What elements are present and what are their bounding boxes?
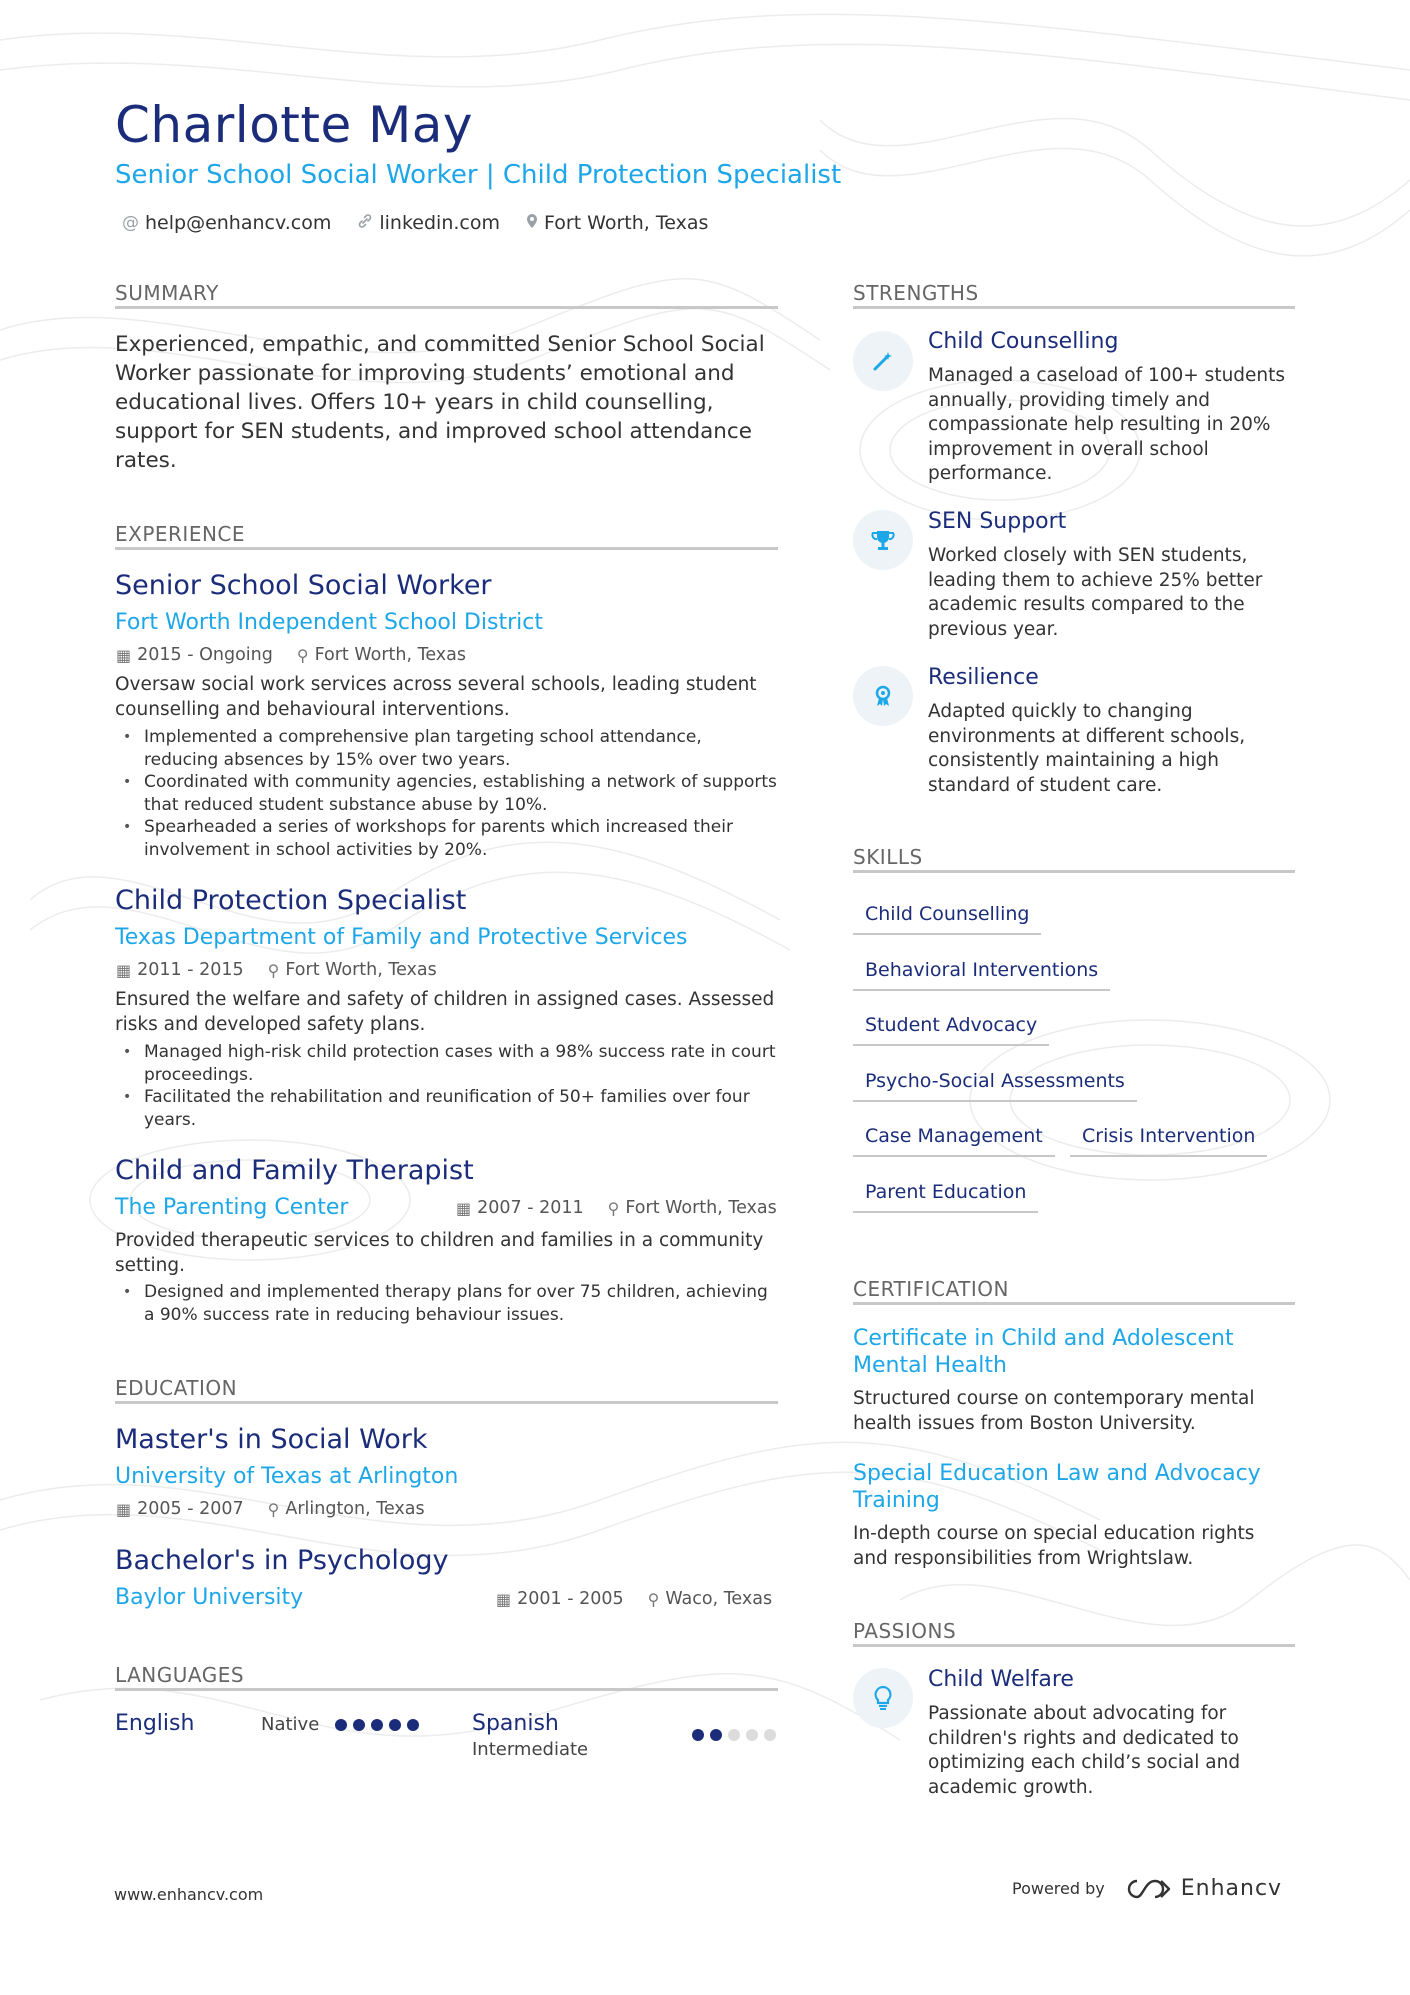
job-bullet: • Facilitated the rehabilitation and reunification of 50+ families over four years.	[115, 1086, 778, 1131]
location-icon: ⚲	[296, 645, 309, 665]
rating-dot	[728, 1729, 740, 1741]
certification-title: Special Education Law and Advocacy Training	[853, 1461, 1261, 1513]
school-name: University of Texas at Arlington	[115, 1464, 459, 1489]
degree-title: Master's in Social Work	[115, 1424, 428, 1455]
job-meta	[116, 645, 466, 665]
job-title: Senior School Social Worker	[115, 570, 492, 601]
certification-text: Structured course on contemporary mental health issues from Boston University.	[853, 1388, 1255, 1434]
job-company: The Parenting Center	[115, 1195, 349, 1220]
calendar-icon: ▦	[456, 1198, 472, 1218]
certification-title: Certificate in Child and Adolescent Mental Health	[853, 1326, 1234, 1378]
rating-dot	[353, 1719, 365, 1731]
education-divider	[115, 1401, 778, 1404]
language-name: Spanish	[472, 1711, 559, 1736]
language-name: English	[115, 1711, 195, 1736]
job-bullets	[115, 1281, 778, 1326]
certification-text: In-depth course on special education rights and responsibilities from Wrightslaw.	[853, 1523, 1255, 1569]
location-icon: ⚲	[267, 960, 280, 980]
skill-tag: Crisis Intervention	[1070, 1125, 1267, 1157]
contact-email[interactable]	[122, 212, 331, 234]
job-bullet: • Coordinated with community agencies, establishing a network of supports that reduced student substance abuse by 10%.	[115, 771, 778, 816]
job-description: Ensured the welfare and safety of children in assigned cases. Assessed risks and developed safety plans.	[115, 989, 775, 1035]
location-icon	[526, 213, 538, 234]
skill-tag: Child Counselling	[853, 903, 1041, 935]
contact-linkedin-text: linkedin.com	[379, 212, 500, 234]
languages-divider	[115, 1688, 778, 1691]
strength-title: Resilience	[928, 665, 1039, 690]
certification-divider	[853, 1302, 1295, 1305]
summary-text: Experienced, empathic, and committed Senior School Social Worker passionate for improving students’ emotional and educational lives. Offers 10+ years in child counselling, support for SEN students, and improved school attendance rates.	[115, 332, 765, 473]
job-title: Child and Family Therapist	[115, 1155, 474, 1186]
calendar-icon: ▦	[116, 1499, 132, 1519]
strength-text: Adapted quickly to changing environments at different schools, consistently maintaining a high standard of student care.	[928, 701, 1246, 796]
passions-divider	[853, 1644, 1295, 1647]
infinity-logo-icon	[1125, 1877, 1171, 1901]
calendar-icon: ▦	[496, 1589, 512, 1609]
education-meta	[496, 1589, 772, 1609]
strength-text: Worked closely with SEN students, leading them to achieve 25% better academic results compared to the previous year.	[928, 545, 1263, 640]
education-location: Waco, Texas	[665, 1589, 773, 1609]
job-company: Texas Department of Family and Protective Services	[115, 925, 688, 950]
skill-tag: Psycho-Social Assessments	[853, 1070, 1137, 1102]
contact-linkedin[interactable]	[357, 212, 500, 234]
language-level: Intermediate	[472, 1739, 589, 1760]
job-bullets	[115, 1041, 778, 1131]
job-meta	[456, 1198, 777, 1218]
certification-heading: CERTIFICATION	[853, 1277, 1009, 1301]
job-bullet: • Spearheaded a series of workshops for parents which increased their involvement in school activities by 20%.	[115, 816, 778, 861]
link-icon	[357, 213, 373, 234]
job-dates: 2007 - 2011	[477, 1198, 584, 1218]
job-bullet: • Designed and implemented therapy plans for over 75 children, achieving a 90% success rate in reducing behaviour issues.	[115, 1281, 778, 1326]
contact-location-text: Fort Worth, Texas	[544, 212, 709, 234]
degree-title: Bachelor's in Psychology	[115, 1545, 449, 1576]
location-icon: ⚲	[267, 1499, 280, 1519]
job-bullet: • Implemented a comprehensive plan targeting school attendance, reducing absences by 15% over two years.	[115, 726, 778, 771]
job-location: Fort Worth, Texas	[625, 1198, 777, 1218]
passion-title: Child Welfare	[928, 1667, 1074, 1692]
job-bullet: • Managed high-risk child protection cases with a 98% success rate in court proceedings.	[115, 1041, 778, 1086]
job-bullets	[115, 726, 778, 861]
trophy-icon	[853, 510, 913, 570]
skill-tag: Parent Education	[853, 1181, 1038, 1213]
job-company: Fort Worth Independent School District	[115, 610, 544, 635]
strength-text: Managed a caseload of 100+ students annually, providing timely and compassionate help resulting in 20% improvement in overall school performance.	[928, 365, 1286, 484]
at-icon: @	[122, 213, 139, 233]
education-dates: 2005 - 2007	[137, 1499, 244, 1519]
languages-heading: LANGUAGES	[115, 1663, 245, 1687]
language-rating	[335, 1719, 419, 1731]
rating-dot	[692, 1729, 704, 1741]
passion-text: Passionate about advocating for children's rights and dedicated to optimizing each child’s social and academic growth.	[928, 1703, 1241, 1798]
education-dates: 2001 - 2005	[517, 1589, 624, 1609]
job-dates: 2011 - 2015	[137, 960, 244, 980]
magic-wand-icon	[853, 331, 913, 391]
experience-heading: EXPERIENCE	[115, 522, 246, 546]
passions-heading: PASSIONS	[853, 1619, 957, 1643]
calendar-icon: ▦	[116, 645, 132, 665]
language-rating	[692, 1729, 776, 1741]
strengths-heading: STRENGTHS	[853, 281, 979, 305]
contact-bar	[122, 212, 708, 234]
rating-dot	[407, 1719, 419, 1731]
language-level: Native	[261, 1714, 320, 1735]
candidate-name: Charlotte May	[115, 96, 474, 154]
summary-heading: SUMMARY	[115, 281, 219, 305]
skill-tag: Case Management	[853, 1125, 1055, 1157]
contact-location	[526, 212, 708, 234]
location-icon: ⚲	[647, 1589, 660, 1609]
rating-dot	[335, 1719, 347, 1731]
job-title: Child Protection Specialist	[115, 885, 467, 916]
education-heading: EDUCATION	[115, 1376, 238, 1400]
strength-title: Child Counselling	[928, 329, 1119, 354]
footer-website[interactable]: www.enhancv.com	[114, 1885, 264, 1904]
rating-dot	[746, 1729, 758, 1741]
job-location: Fort Worth, Texas	[285, 960, 437, 980]
powered-by-label: Powered by	[1012, 1879, 1105, 1898]
skills-heading: SKILLS	[853, 845, 923, 869]
strength-title: SEN Support	[928, 509, 1067, 534]
footer-branding	[1012, 1876, 1282, 1901]
education-meta	[116, 1499, 425, 1519]
skills-divider	[853, 870, 1295, 873]
rating-dot	[389, 1719, 401, 1731]
brand-logo[interactable]	[1125, 1876, 1282, 1901]
lightbulb-icon	[853, 1668, 913, 1728]
contact-email-text: help@enhancv.com	[145, 212, 332, 234]
job-dates: 2015 - Ongoing	[137, 645, 273, 665]
job-location: Fort Worth, Texas	[314, 645, 466, 665]
award-ribbon-icon	[853, 666, 913, 726]
calendar-icon: ▦	[116, 960, 132, 980]
school-name: Baylor University	[115, 1585, 304, 1610]
skill-tag: Student Advocacy	[853, 1014, 1049, 1046]
strengths-divider	[853, 306, 1295, 309]
job-description: Oversaw social work services across several schools, leading student counselling and behavioural interventions.	[115, 674, 757, 720]
job-meta	[116, 960, 437, 980]
job-description: Provided therapeutic services to children and families in a community setting.	[115, 1230, 764, 1276]
education-location: Arlington, Texas	[285, 1499, 425, 1519]
candidate-title: Senior School Social Worker | Child Protection Specialist	[115, 160, 842, 190]
brand-name: Enhancv	[1180, 1876, 1283, 1901]
summary-divider	[115, 306, 778, 309]
experience-divider	[115, 547, 778, 550]
rating-dot	[764, 1729, 776, 1741]
skill-tag: Behavioral Interventions	[853, 959, 1110, 991]
rating-dot	[710, 1729, 722, 1741]
rating-dot	[371, 1719, 383, 1731]
location-icon: ⚲	[607, 1198, 620, 1218]
